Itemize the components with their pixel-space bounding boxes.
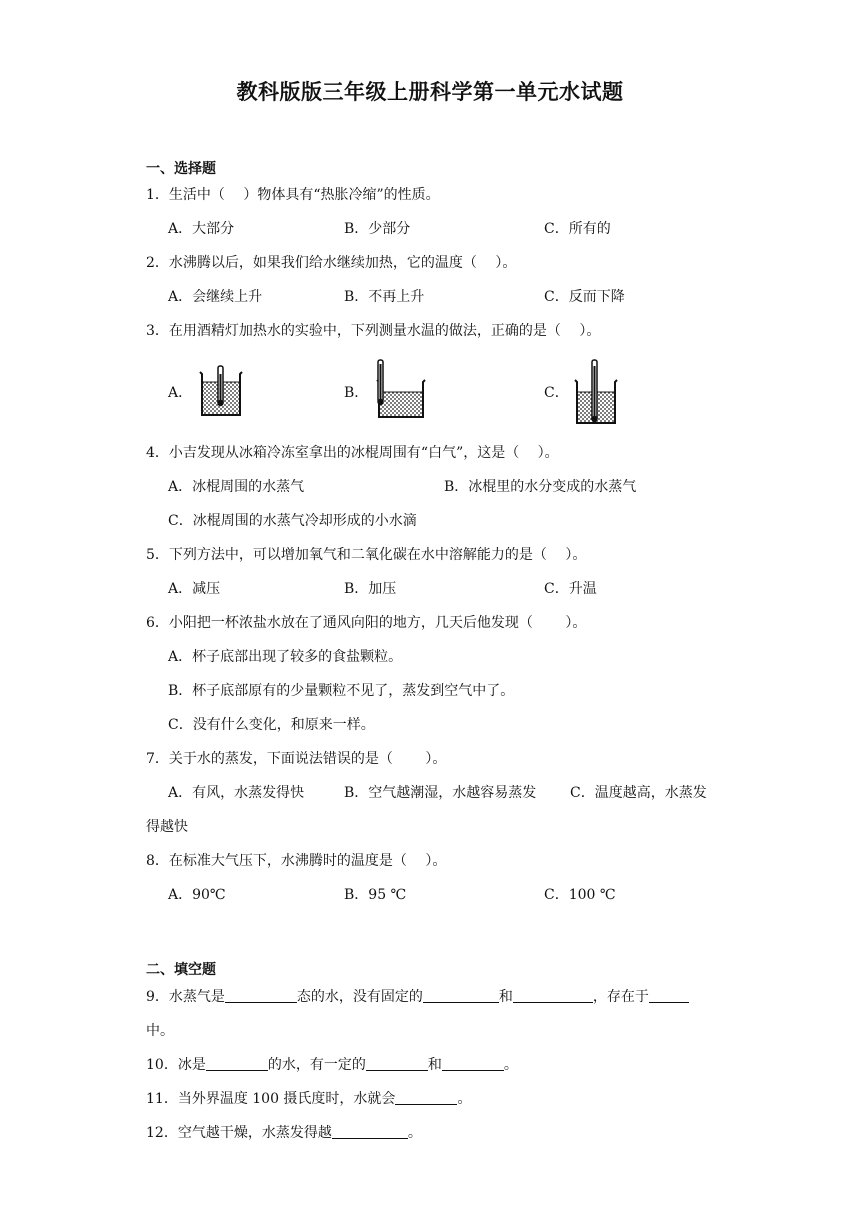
beaker-thermometer-b-icon <box>370 358 430 420</box>
q4-option-b: B．冰棍里的水分变成的水蒸气 <box>444 479 637 495</box>
q12-blank-1[interactable] <box>332 1124 408 1139</box>
q6-option-b: B．杯子底部原有的少量颗粒不见了，蒸发到空气中了。 <box>168 683 515 699</box>
q8-option-b: B．95 ℃ <box>344 887 407 903</box>
q9-text-4: ，存在于 <box>592 989 649 1005</box>
q11-text-2: 。 <box>457 1091 472 1107</box>
q9-continuation: 中。 <box>146 1023 174 1039</box>
q7-option-b: B．空气越潮湿，水越容易蒸发 <box>344 785 537 801</box>
question-6: 6．小阳把一杯浓盐水放在了通风向阳的地方，几天后他发现（ ）。 <box>146 615 587 631</box>
q1-option-a: A．大部分 <box>168 221 235 237</box>
question-3: 3．在用酒精灯加热水的实验中，下列测量水温的做法，正确的是（ ）。 <box>146 323 601 339</box>
q9-text-1: 9．水蒸气是 <box>146 989 225 1005</box>
question-8: 8．在标准大气压下，水沸腾时的温度是（ ）。 <box>146 853 447 869</box>
q1-option-c: C．所有的 <box>544 221 611 237</box>
q11-blank-1[interactable] <box>395 1090 457 1105</box>
q8-option-a: A．90℃ <box>168 887 226 903</box>
q6-option-c: C．没有什么变化，和原来一样。 <box>168 717 375 733</box>
q8-option-c: C．100 ℃ <box>544 887 616 903</box>
question-1: 1．生活中（ ）物体具有“热胀冷缩”的性质。 <box>146 187 440 203</box>
q5-option-a: A．减压 <box>168 581 221 597</box>
q6-option-a: A．杯子底部出现了较多的食盐颗粒。 <box>168 649 403 665</box>
q10-text-1: 10．冰是 <box>146 1057 206 1073</box>
q9-blank-1[interactable] <box>225 988 297 1003</box>
q1-option-b: B．少部分 <box>344 221 411 237</box>
q7-option-c-continuation: 得越快 <box>146 819 188 835</box>
q11-text-1: 11．当外界温度 100 摄氏度时，水就会 <box>146 1091 396 1107</box>
q10-blank-1[interactable] <box>206 1056 268 1071</box>
beaker-thermometer-c-icon <box>570 358 622 426</box>
question-7: 7．关于水的蒸发，下面说法错误的是（ ）。 <box>146 751 447 767</box>
q10-text-4: 。 <box>503 1057 518 1073</box>
q10-text-3: 和 <box>427 1057 442 1073</box>
section-heading-fill: 二、填空题 <box>146 962 216 978</box>
q12-text-1: 12．空气越干燥，水蒸发得越 <box>146 1125 332 1141</box>
q9-text-2: 态的水，没有固定的 <box>296 989 423 1005</box>
q5-option-c: C．升温 <box>544 581 597 597</box>
question-5: 5．下列方法中，可以增加氧气和二氧化碳在水中溶解能力的是（ ）。 <box>146 547 587 563</box>
q9-text-3: 和 <box>498 989 513 1005</box>
q4-option-c: C．冰棍周围的水蒸气冷却形成的小水滴 <box>168 513 417 529</box>
q9-blank-3[interactable] <box>513 988 593 1003</box>
q4-option-a: A．冰棍周围的水蒸气 <box>168 479 305 495</box>
q3-option-c: C． <box>544 385 569 401</box>
section-heading-choice: 一、选择题 <box>146 161 216 177</box>
q2-option-b: B．不再上升 <box>344 289 425 305</box>
q9-blank-4[interactable] <box>649 988 689 1003</box>
question-9 <box>146 988 689 1006</box>
q3-option-a: A． <box>168 385 193 401</box>
question-10 <box>146 1056 518 1074</box>
q7-option-a: A．有风，水蒸发得快 <box>168 785 305 801</box>
q9-blank-2[interactable] <box>423 988 499 1003</box>
q2-option-c: C．反而下降 <box>544 289 625 305</box>
q10-blank-2[interactable] <box>366 1056 428 1071</box>
q10-text-2: 的水，有一定的 <box>267 1057 366 1073</box>
q3-option-b: B． <box>344 385 369 401</box>
q7-option-c: C．温度越高，水蒸发 <box>570 785 707 801</box>
question-11 <box>146 1090 471 1108</box>
q2-option-a: A．会继续上升 <box>168 289 263 305</box>
q5-option-b: B．加压 <box>344 581 397 597</box>
question-12 <box>146 1124 422 1142</box>
q10-blank-3[interactable] <box>442 1056 504 1071</box>
beaker-thermometer-a-icon <box>196 364 246 418</box>
question-4: 4．小吉发现从冰箱冷冻室拿出的冰棍周围有“白气”，这是（ ）。 <box>146 445 559 461</box>
q12-text-2: 。 <box>407 1125 422 1141</box>
page-title: 教科版版三年级上册科学第一单元水试题 <box>236 80 624 104</box>
question-2: 2．水沸腾以后，如果我们给水继续加热，它的温度（ ）。 <box>146 255 517 271</box>
